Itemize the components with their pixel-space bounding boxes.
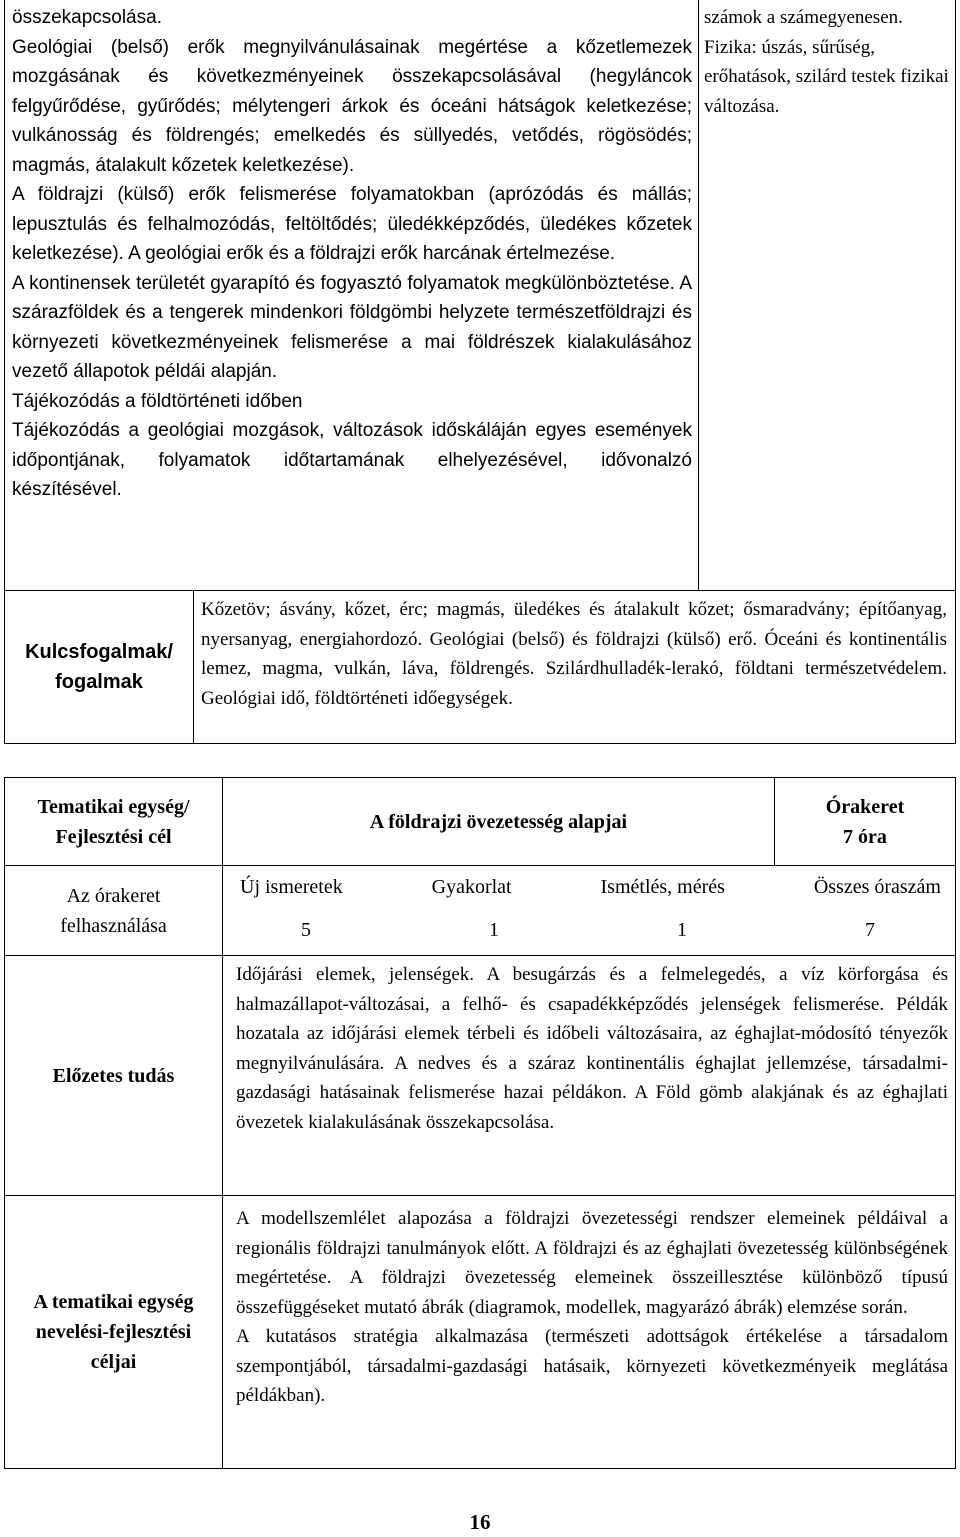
unit-label: Tematikai egység/ Fejlesztési cél — [37, 795, 190, 848]
hours-label: Órakeret — [825, 795, 905, 818]
unit-title-cell — [223, 778, 775, 866]
key-concepts-row — [5, 591, 956, 744]
usage-header: Ismétlés, mérés — [600, 876, 725, 898]
unit-table — [4, 777, 956, 1469]
prior-text-cell — [223, 956, 956, 1196]
goals-label-cell — [5, 1196, 223, 1469]
key-concepts-label: Kulcsfogalmak/ fogalmak — [25, 641, 173, 693]
usage-label-cell — [5, 866, 223, 956]
usage-row — [5, 866, 956, 956]
key-concepts-cell — [194, 591, 956, 744]
goals-text — [236, 1204, 948, 1411]
side-notes-cell — [699, 0, 956, 591]
key-concepts-text: Kőzetöv; ásvány, kőzet, érc; magmás, üledékes és átalakult kőzet; ősmaradvány; építőanyag, nyersanyag, energiahordozó. Geológiai (belső) és földrajzi (külső) erő. Óceáni és kontinentális lemez, magma, vulkán, láva, földrengés. Szilárdhulladék-lerakó, földtani természetvédelem. Geológiai idő, földtörténeti időegységek. — [201, 599, 947, 709]
main-content-text — [12, 3, 692, 505]
prior-text: Időjárási elemek, jelenségek. A besugárzás és a felmelegedés, a víz körforgása és halmazállapot-változásai, a felhő- és csapadékképződés jelenségek felismerése. Példák hozatala az időjárási elemek térbeli és időbeli változásaira, az éghajlat-módosító tényezők megnyilvánulására. A nedves és a száraz kontinentális éghajlat jellemzése, társadalmi-gazdasági hatásainak felismerése hazai példákon. A Föld gömb alakjának és az éghajlati övezetek kialakulásának összekapcsolása. — [236, 964, 948, 1133]
unit-label-cell — [5, 778, 223, 866]
side-note: számok a számegyenesen. — [704, 7, 903, 28]
paragraph: A modellszemlélet alapozása a földrajzi övezetességi rendszer elemeinek példáival a regionális földrajzi tanulmányok előtt. A földrajzi és az éghajlati övezetesség különbségének megértetése. A földrajzi övezetesség elemeinek összeillesztése különböző típusú összefüggéseket mutató ábrák (diagramok, modellek, magyarázó ábrák) elemzése során. — [236, 1208, 948, 1318]
usage-values — [223, 899, 955, 942]
paragraph: A földrajzi (külső) erők felismerése folyamatokban (aprózódás és mállás; lepusztulás és felhalmozódás, feltöltődés; üledékképződés, üledékes kőzetek keletkezése). A geológiai erők és a földrajzi erők harcának értelmezése. — [12, 184, 692, 264]
prior-knowledge-row — [5, 956, 956, 1196]
paragraph: Tájékozódás a geológiai mozgások, változások időskáláján egyes események időpontjának, folyamatok időtartamának elhelyezésével, idővonalzó készítésével. — [12, 420, 692, 500]
paragraph: Geológiai (belső) erők megnyilvánulásainak megértése a kőzetlemezek mozgásának és következményeinek összekapcsolásával (hegyláncok felgyűrődése, gyűrődés; mélytengeri árkok és óceáni hátságok keletkezése; vulkánosság és földrengés; emelkedés és süllyedés, vetődés, rögösödés; magmás, átalakult kőzetek keletkezése). — [12, 36, 692, 176]
content-row — [5, 0, 956, 591]
key-concepts-label-cell — [5, 591, 194, 744]
usage-headers — [223, 876, 955, 899]
hours-cell — [775, 778, 956, 866]
paragraph: A kutatásos stratégia alkalmazása (természeti adottságok értékelése a társadalom szempontjából, társadalmi-gazdasági hatásaik, környezeti következményeik meglátása példákban). — [236, 1326, 948, 1406]
side-notes-text — [704, 3, 949, 121]
usage-value: 7 — [865, 919, 875, 941]
usage-header: Gyakorlat — [431, 876, 512, 898]
usage-header: Összes óraszám — [813, 876, 941, 898]
usage-value: 1 — [489, 919, 499, 941]
usage-value: 1 — [677, 919, 687, 941]
side-note: Fizika: úszás, sűrűség, erőhatások, szilárd testek fizikai változása. — [704, 36, 949, 117]
usage-label: Az órakeret felhasználása — [60, 884, 167, 937]
paragraph: Tájékozódás a földtörténeti időben — [12, 390, 303, 412]
paragraph: A kontinensek területét gyarapító és fogyasztó folyamatok megkülönböztetése. A szárazföldek és a tengerek mindenkori földgömbi helyzete természetföldrajzi és környezeti következményeinek felismerése a mai földrészek kialakulásához vezető állapotok példái alapján. — [12, 272, 692, 382]
prior-label-cell — [5, 956, 223, 1196]
unit-header-row — [5, 778, 956, 866]
hours-value: 7 óra — [843, 825, 887, 848]
goals-row — [5, 1196, 956, 1469]
content-table — [4, 0, 956, 744]
paragraph: összekapcsolása. — [12, 7, 162, 28]
usage-cell — [223, 866, 956, 956]
usage-header: Új ismeretek — [240, 876, 343, 898]
page-number: 16 — [469, 1510, 491, 1534]
main-content-cell — [5, 0, 699, 591]
goals-text-cell — [223, 1196, 956, 1469]
unit-title: A földrajzi övezetesség alapjai — [369, 810, 628, 833]
goals-label: A tematikai egység nevelési-fejlesztési céljai — [33, 1291, 194, 1373]
usage-value: 5 — [301, 919, 311, 941]
prior-label: Előzetes tudás — [52, 1064, 175, 1087]
